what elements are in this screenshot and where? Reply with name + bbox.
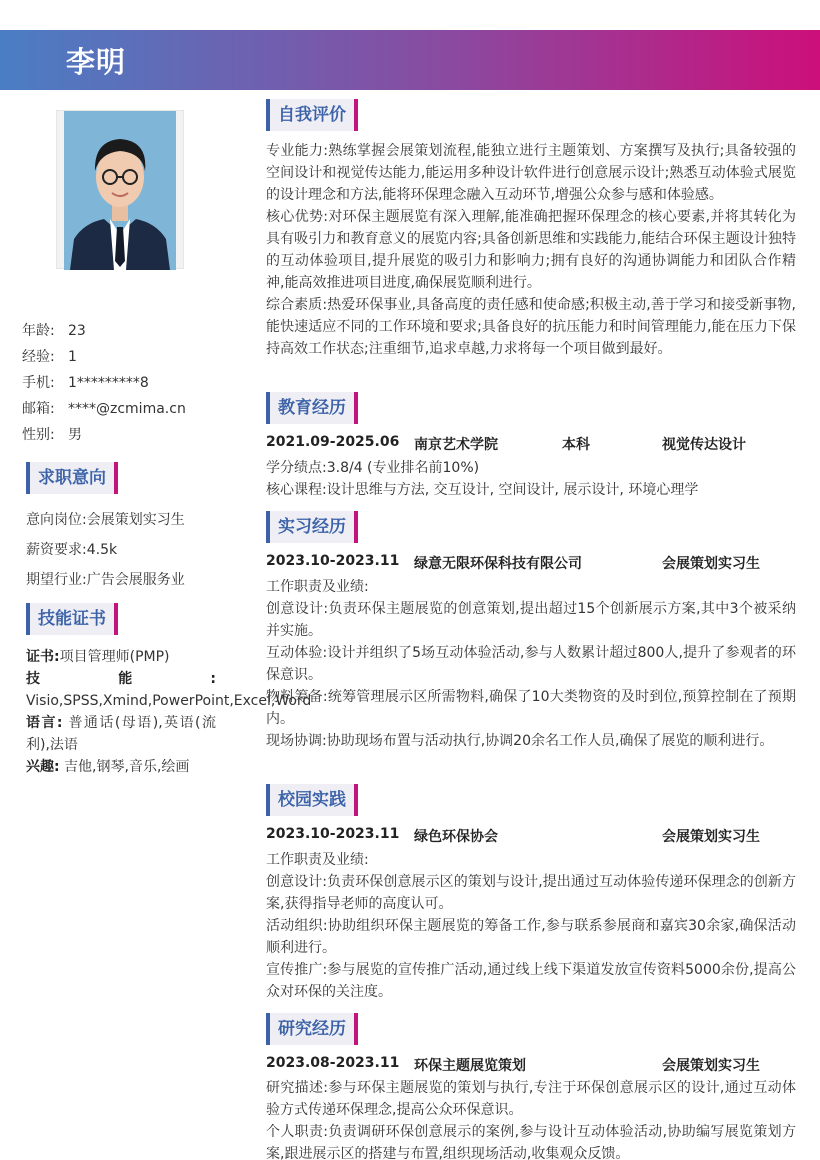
self-eval-body [266, 140, 796, 360]
info-experience-value: 1 [68, 349, 77, 365]
section-title-campus: 校园实践 [266, 784, 358, 816]
info-phone-value: 1*********8 [68, 375, 149, 391]
campus-org: 绿色环保协会 [414, 829, 498, 845]
portrait-image [64, 111, 176, 270]
info-age-label: 年龄: [22, 323, 55, 339]
internship-body [266, 576, 796, 752]
skills-tools [26, 668, 312, 712]
research-date: 2023.08-2023.11 [266, 1055, 400, 1071]
campus-role: 会展策划实习生 [662, 829, 760, 845]
campus-paragraph: 创意设计:负责环保创意展示区的策划与设计,提出通过互动体验传递环保理念的创新方案,获得指导老师的高度认可。 [266, 874, 796, 912]
section-title-internship: 实习经历 [266, 511, 358, 543]
internship-paragraph: 工作职责及业绩: [266, 579, 369, 595]
skills-cert-value: 项目管理师(PMP) [59, 649, 170, 665]
section-title-skills: 技能证书 [26, 603, 118, 635]
skills-hobby-label: 兴趣: [26, 759, 60, 775]
education-major: 视觉传达设计 [662, 437, 746, 453]
info-age [22, 320, 86, 340]
info-phone [22, 372, 149, 392]
info-email [22, 398, 186, 418]
education-date: 2021.09-2025.06 [266, 434, 400, 450]
profile-photo [56, 110, 184, 269]
education-degree: 本科 [562, 437, 590, 453]
candidate-name: 李明 [66, 45, 127, 79]
info-phone-label: 手机: [22, 375, 55, 391]
intent-salary: 薪资要求:4.5k [26, 542, 118, 558]
info-experience-label: 经验: [22, 349, 55, 365]
info-gender-label: 性别: [22, 427, 55, 443]
info-gender-value: 男 [68, 427, 82, 443]
research-body [266, 1077, 796, 1160]
education-courses: 核心课程:设计思维与方法, 交互设计, 空间设计, 展示设计, 环境心理学 [266, 482, 699, 498]
skills-hobby [26, 756, 216, 778]
intent-position: 意向岗位:会展策划实习生 [26, 512, 185, 528]
info-email-label: 邮箱: [22, 401, 55, 417]
skills-language [26, 712, 216, 756]
skills-language-label: 语言: [26, 715, 63, 731]
research-project: 环保主题展览策划 [414, 1058, 526, 1074]
info-age-value: 23 [68, 323, 86, 339]
campus-body [266, 849, 796, 1003]
internship-date: 2023.10-2023.11 [266, 553, 400, 569]
self-eval-paragraph: 综合素质:热爱环保事业,具备高度的责任感和使命感;积极主动,善于学习和接受新事物,能快速适应不同的工作环境和要求;具备良好的抗压能力和时间管理能力,能在压力下保持高效工作状态;注重细节,追求卓越,力求将每一个项目做到最好。 [266, 297, 796, 357]
research-header-row [266, 1055, 796, 1075]
section-title-research: 研究经历 [266, 1013, 358, 1045]
campus-paragraph: 宣传推广:参与展览的宣传推广活动,通过线上线下渠道发放宣传资料5000余份,提高公众对环保的关注度。 [266, 962, 796, 1000]
skills-list [26, 646, 312, 778]
header-banner [0, 30, 820, 90]
internship-paragraph: 物料筹备:统筹管理展示区所需物料,确保了10大类物资的及时到位,预算控制在了预期内。 [266, 689, 796, 727]
internship-paragraph: 创意设计:负责环保主题展览的创意策划,提出超过15个创新展示方案,其中3个被采纳并实施。 [266, 601, 796, 639]
intent-industry: 期望行业:广告会展服务业 [26, 572, 185, 588]
internship-paragraph: 现场协调:协助现场布置与活动执行,协调20余名工作人员,确保了展览的顺利进行。 [266, 733, 774, 749]
campus-paragraph: 工作职责及业绩: [266, 852, 369, 868]
section-title-education: 教育经历 [266, 392, 358, 424]
internship-paragraph: 互动体验:设计并组织了5场互动体验活动,参与人数累计超过800人,提升了参观者的环保意识。 [266, 645, 796, 683]
internship-company: 绿意无限环保科技有限公司 [414, 556, 582, 572]
skills-hobby-value: 吉他,钢琴,音乐,绘画 [59, 759, 190, 775]
skills-tools-label: 技能: [26, 671, 216, 687]
education-body [266, 457, 796, 501]
section-title-intent: 求职意向 [26, 462, 118, 494]
skills-cert [26, 646, 216, 668]
campus-paragraph: 活动组织:协助组织环保主题展览的筹备工作,参与联系参展商和嘉宾30余家,确保活动顺利进行。 [266, 918, 796, 956]
campus-date: 2023.10-2023.11 [266, 826, 400, 842]
info-gender [22, 424, 82, 444]
research-role: 会展策划实习生 [662, 1058, 760, 1074]
skills-cert-label: 证书: [26, 649, 60, 665]
info-experience [22, 346, 77, 366]
self-eval-paragraph: 核心优势:对环保主题展览有深入理解,能准确把握环保理念的核心要素,并将其转化为具有吸引力和教育意义的展览内容;具备创新思维和实践能力,能结合环保主题设计独特的互动体验项目,提升展览的吸引力和影响力;拥有良好的沟通协调能力和团队合作精神,能高效推进项目进度,确保展览顺利进行。 [266, 209, 796, 291]
section-title-self-eval: 自我评价 [266, 99, 358, 131]
self-eval-paragraph: 专业能力:熟练掌握会展策划流程,能独立进行主题策划、方案撰写及执行;具备较强的空间设计和视觉传达能力,能运用多种设计软件进行创意展示设计;熟悉互动体验式展览的设计理念和方法,能将环保理念融入互动环节,增强公众参与感和体验感。 [266, 143, 796, 203]
info-email-value: ****@zcmima.cn [68, 401, 186, 417]
education-header-row [266, 434, 796, 454]
research-paragraph: 个人职责:负责调研环保创意展示的案例,参与设计互动体验活动,协助编写展览策划方案,跟进展示区的搭建与布置,组织现场活动,收集观众反馈。 [266, 1124, 796, 1160]
internship-header-row [266, 553, 796, 573]
skills-tools-value: Visio,SPSS,Xmind,PowerPoint,Excel,Word [26, 693, 312, 709]
education-school: 南京艺术学院 [414, 437, 498, 453]
research-paragraph: 研究描述:参与环保主题展览的策划与执行,专注于环保创意展示区的设计,通过互动体验方式传递环保理念,提高公众环保意识。 [266, 1080, 796, 1118]
internship-role: 会展策划实习生 [662, 556, 760, 572]
education-gpa: 学分绩点:3.8/4 (专业排名前10%) [266, 460, 480, 476]
campus-header-row [266, 826, 796, 846]
skills-language-value: 普通话(母语),英语(流利),法语 [26, 715, 216, 753]
